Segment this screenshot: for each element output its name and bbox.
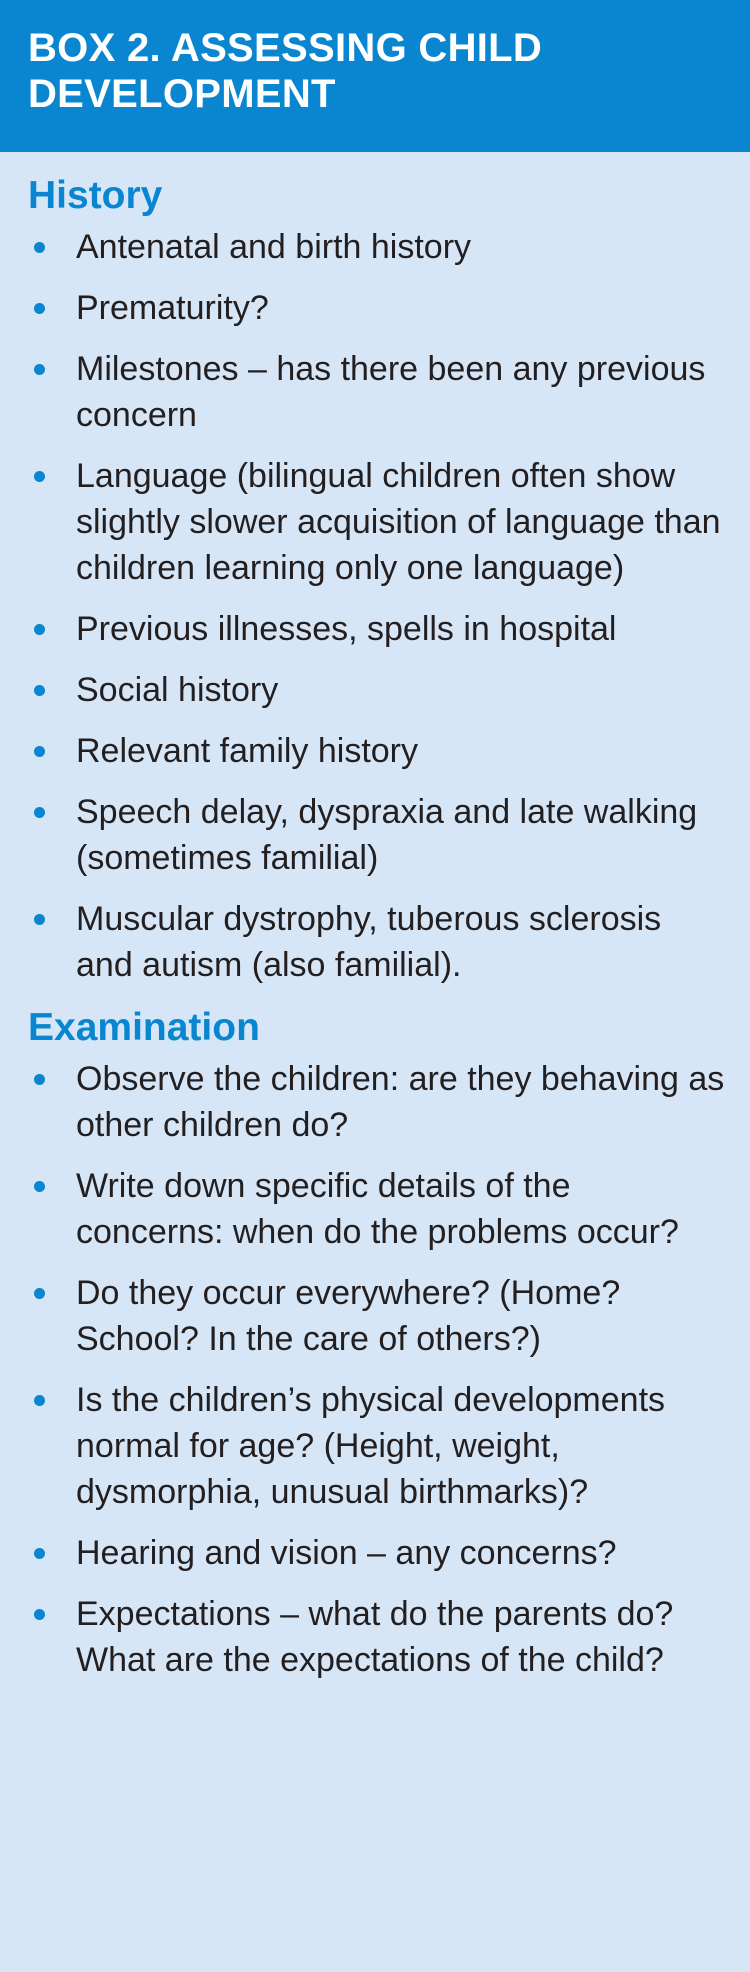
list-item-text: Previous illnesses, spells in hospital xyxy=(76,610,617,648)
list-item-text: Antenatal and birth history xyxy=(76,228,472,266)
list-item xyxy=(28,1591,726,1683)
list-item-text: Social history xyxy=(76,671,279,709)
list-item-text: Language (bilingual children often show slightly slower acquisition of language than children learning only one language) xyxy=(76,457,721,587)
bullet-dot-icon xyxy=(34,242,45,253)
bullet-dot-icon xyxy=(34,1609,45,1620)
examination-list xyxy=(28,1056,726,1683)
box-body xyxy=(0,152,750,1683)
list-item-text: Prematurity? xyxy=(76,289,269,327)
list-item-text: Speech delay, dyspraxia and late walking (sometimes familial) xyxy=(76,793,698,877)
section-heading-examination: Examination xyxy=(28,1006,260,1049)
list-item xyxy=(28,728,726,774)
list-item-text: Muscular dystrophy, tuberous sclerosis and autism (also familial). xyxy=(76,900,662,984)
bullet-dot-icon xyxy=(34,1288,45,1299)
bullet-dot-icon xyxy=(34,1395,45,1406)
bullet-dot-icon xyxy=(34,364,45,375)
bullet-dot-icon xyxy=(34,914,45,925)
list-item-text: Write down specific details of the concerns: when do the problems occur? xyxy=(76,1167,679,1251)
list-item xyxy=(28,896,726,988)
list-item xyxy=(28,1056,726,1148)
list-item xyxy=(28,1163,726,1255)
box-title-line-2: DEVELOPMENT xyxy=(28,72,336,116)
list-item xyxy=(28,285,726,331)
bullet-dot-icon xyxy=(34,685,45,696)
list-item xyxy=(28,1377,726,1515)
list-item-text: Do they occur everywhere? (Home? School? In the care of others?) xyxy=(76,1274,621,1358)
bullet-dot-icon xyxy=(34,624,45,635)
box-title xyxy=(28,25,722,117)
list-item xyxy=(28,453,726,591)
box-title-line-1: BOX 2. ASSESSING CHILD xyxy=(28,26,543,70)
list-item xyxy=(28,606,726,652)
list-item xyxy=(28,789,726,881)
list-item xyxy=(28,346,726,438)
list-item xyxy=(28,667,726,713)
bullet-dot-icon xyxy=(34,807,45,818)
list-item-text: Expectations – what do the parents do? What are the expectations of the child? xyxy=(76,1595,674,1679)
history-list xyxy=(28,224,726,988)
bullet-dot-icon xyxy=(34,1548,45,1559)
list-item-text: Relevant family history xyxy=(76,732,419,770)
list-item-text: Is the children’s physical developments normal for age? (Height, weight, dysmorphia, unusual birthmarks)? xyxy=(76,1381,666,1511)
bullet-dot-icon xyxy=(34,1074,45,1085)
list-item-text: Milestones – has there been any previous concern xyxy=(76,350,706,434)
bullet-dot-icon xyxy=(34,471,45,482)
bullet-dot-icon xyxy=(34,1181,45,1192)
bullet-dot-icon xyxy=(34,746,45,757)
bullet-dot-icon xyxy=(34,303,45,314)
list-item-text: Hearing and vision – any concerns? xyxy=(76,1534,617,1572)
list-item xyxy=(28,1270,726,1362)
list-item xyxy=(28,224,726,270)
list-item-text: Observe the children: are they behaving as other children do? xyxy=(76,1060,725,1144)
box-header xyxy=(0,0,750,152)
section-heading-history: History xyxy=(28,174,163,217)
list-item xyxy=(28,1530,726,1576)
